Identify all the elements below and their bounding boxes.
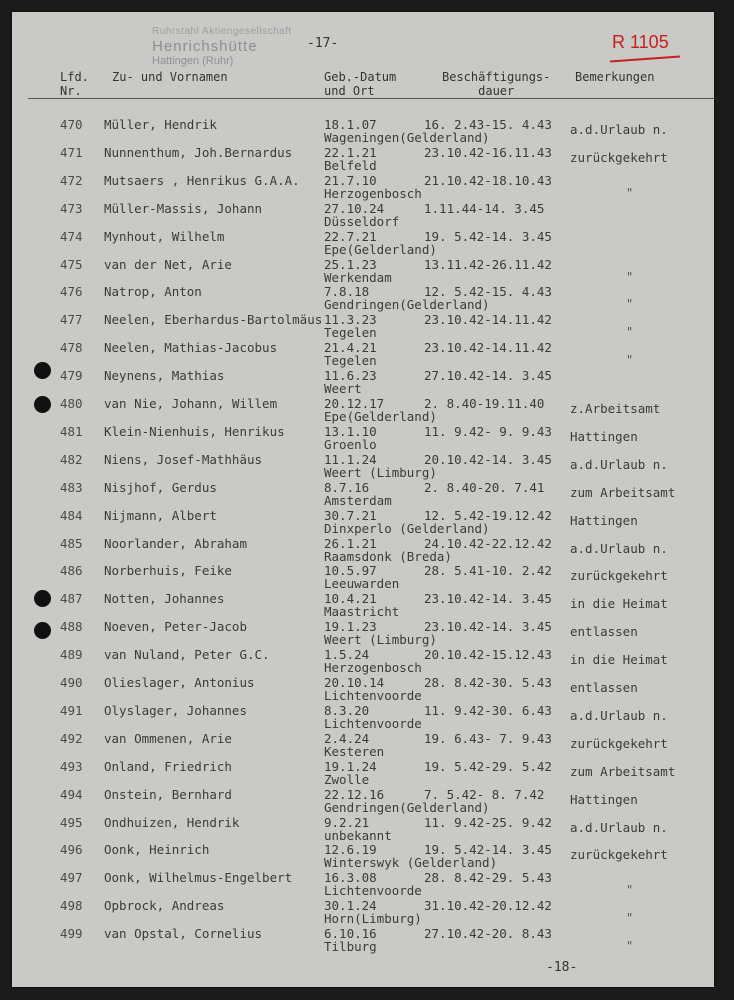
row-number: 483 (60, 480, 83, 495)
row-number: 474 (60, 229, 83, 244)
birth-place: Epe(Gelderland) (324, 409, 437, 424)
birth-date: 10.5.97 (324, 563, 377, 578)
row-number: 492 (60, 731, 83, 746)
employment-period: 24.10.42-22.12.42 (424, 536, 552, 551)
birth-place: Weert (324, 381, 362, 396)
person-name: Ondhuizen, Hendrik (104, 815, 240, 830)
header-employment: Beschäftigungs- dauer (442, 70, 551, 98)
person-name: van Ommenen, Arie (104, 731, 232, 746)
person-name: van Nie, Johann, Willem (104, 396, 278, 411)
birth-date: 9.2.21 (324, 815, 370, 830)
row-number: 486 (60, 563, 83, 578)
birth-place: Gendringen(Gelderland) (324, 800, 490, 815)
remark: a.d.Urlaub n. (570, 708, 668, 723)
person-name: Oonk, Heinrich (104, 842, 210, 857)
person-name: Olyslager, Johannes (104, 703, 247, 718)
remark: zurückgekehrt (570, 568, 668, 583)
person-name: Nijmann, Albert (104, 508, 217, 523)
row-number: 499 (60, 926, 83, 941)
employment-period: 27.10.42-20. 8.43 (424, 926, 552, 941)
person-name: van Opstal, Cornelius (104, 926, 263, 941)
person-name: Onstein, Bernhard (104, 787, 232, 802)
row-number: 478 (60, 340, 83, 355)
birth-place: Tegelen (324, 325, 377, 340)
birth-place: Wageningen(Gelderland) (324, 130, 490, 145)
stamp-line-2: Henrichshütte (152, 38, 258, 55)
punch-hole (34, 590, 51, 607)
birth-place: Lichtenvoorde (324, 688, 422, 703)
employment-period: 2. 8.40-19.11.40 (424, 396, 545, 411)
person-name: Nunnenthum, Joh.Bernardus (104, 145, 293, 160)
remark: zum Arbeitsamt (570, 485, 676, 500)
ditto-mark: " (626, 325, 634, 339)
birth-place: Groenlo (324, 437, 377, 452)
person-name: Oonk, Wilhelmus-Engelbert (104, 870, 293, 885)
birth-date: 11.3.23 (324, 312, 377, 327)
person-name: Neelen, Mathias-Jacobus (104, 340, 278, 355)
birth-place: Zwolle (324, 772, 370, 787)
birth-place: Lichtenvoorde (324, 883, 422, 898)
row-number: 494 (60, 787, 83, 802)
birth-place: Horn(Limburg) (324, 911, 422, 926)
employment-period: 23.10.42-16.11.43 (424, 145, 552, 160)
row-number: 470 (60, 117, 83, 132)
ditto-mark: " (626, 911, 634, 925)
employment-period: 19. 6.43- 7. 9.43 (424, 731, 552, 746)
birth-place: Düsseldorf (324, 214, 400, 229)
birth-date: 19.1.24 (324, 759, 377, 774)
birth-date: 8.7.16 (324, 480, 370, 495)
header-name: Zu- und Vornamen (112, 70, 228, 84)
remark: Hattingen (570, 429, 638, 444)
row-number: 479 (60, 368, 83, 383)
employment-period: 11. 9.42- 9. 9.43 (424, 424, 552, 439)
birth-date: 26.1.21 (324, 536, 377, 551)
remark: in die Heimat (570, 596, 668, 611)
header-birth: Geb.-Datum und Ort (324, 70, 397, 98)
employment-period: 20.10.42-14. 3.45 (424, 452, 552, 467)
person-name: Müller, Hendrik (104, 117, 217, 132)
row-number: 472 (60, 173, 83, 188)
birth-place: Weert (Limburg) (324, 632, 437, 647)
stamp-line-1: Ruhrstahl Aktiengesellschaft (152, 26, 292, 37)
employment-period: 19. 5.42-29. 5.42 (424, 759, 552, 774)
birth-date: 10.4.21 (324, 591, 377, 606)
remark: zurückgekehrt (570, 736, 668, 751)
ditto-mark: " (626, 186, 634, 200)
archive-reference: R 1105 (612, 32, 669, 52)
person-name: Notten, Johannes (104, 591, 225, 606)
employment-period: 11. 9.42-30. 6.43 (424, 703, 552, 718)
person-name: Mynhout, Wilhelm (104, 229, 225, 244)
birth-date: 8.3.20 (324, 703, 370, 718)
row-number: 484 (60, 508, 83, 523)
remark: zum Arbeitsamt (570, 764, 676, 779)
person-name: Klein-Nienhuis, Henrikus (104, 424, 285, 439)
row-number: 493 (60, 759, 83, 774)
employment-period: 19. 5.42-14. 3.45 (424, 842, 552, 857)
person-name: van Nuland, Peter G.C. (104, 647, 270, 662)
person-name: Noorlander, Abraham (104, 536, 247, 551)
birth-place: Tegelen (324, 353, 377, 368)
person-name: Norberhuis, Feike (104, 563, 232, 578)
employment-period: 1.11.44-14. 3.45 (424, 201, 545, 216)
remark: a.d.Urlaub n. (570, 457, 668, 472)
employment-period: 28. 5.41-10. 2.42 (424, 563, 552, 578)
birth-place: Winterswyk (Gelderland) (324, 855, 498, 870)
person-name: Niens, Josef-Mathhäus (104, 452, 263, 467)
row-number: 476 (60, 284, 83, 299)
birth-place: Belfeld (324, 158, 377, 173)
row-number: 497 (60, 870, 83, 885)
remark: entlassen (570, 624, 638, 639)
person-name: Noeven, Peter-Jacob (104, 619, 247, 634)
employment-period: 11. 9.42-25. 9.42 (424, 815, 552, 830)
birth-date: 13.1.10 (324, 424, 377, 439)
birth-date: 20.12.17 (324, 396, 385, 411)
birth-place: Gendringen(Gelderland) (324, 297, 490, 312)
birth-date: 30.1.24 (324, 898, 377, 913)
row-number: 480 (60, 396, 83, 411)
ditto-mark: " (626, 270, 634, 284)
header-remarks: Bemerkungen (575, 70, 655, 84)
person-name: Nisjhof, Gerdus (104, 480, 217, 495)
document-page (12, 12, 714, 987)
birth-date: 20.10.14 (324, 675, 385, 690)
birth-place: Amsterdam (324, 493, 392, 508)
birth-place: Herzogenbosch (324, 660, 422, 675)
remark: a.d.Urlaub n. (570, 541, 668, 556)
birth-date: 11.6.23 (324, 368, 377, 383)
remark: Hattingen (570, 513, 638, 528)
remark: Hattingen (570, 792, 638, 807)
remark: in die Heimat (570, 652, 668, 667)
employment-period: 12. 5.42-19.12.42 (424, 508, 552, 523)
birth-place: Maastricht (324, 604, 400, 619)
person-name: Mutsaers , Henrikus G.A.A. (104, 173, 300, 188)
employment-period: 23.10.42-14.11.42 (424, 312, 552, 327)
person-name: van der Net, Arie (104, 257, 232, 272)
birth-date: 21.4.21 (324, 340, 377, 355)
birth-place: unbekannt (324, 828, 392, 843)
birth-date: 7.8.18 (324, 284, 370, 299)
birth-date: 22.12.16 (324, 787, 385, 802)
row-number: 485 (60, 536, 83, 551)
person-name: Natrop, Anton (104, 284, 202, 299)
row-number: 475 (60, 257, 83, 272)
birth-date: 16.3.08 (324, 870, 377, 885)
birth-date: 27.10.24 (324, 201, 385, 216)
remark: z.Arbeitsamt (570, 401, 661, 416)
person-name: Olieslager, Antonius (104, 675, 255, 690)
birth-date: 12.6.19 (324, 842, 377, 857)
birth-date: 30.7.21 (324, 508, 377, 523)
page-number-bottom: -18- (546, 960, 578, 975)
employment-period: 13.11.42-26.11.42 (424, 257, 552, 272)
company-stamp (152, 26, 322, 67)
birth-date: 18.1.07 (324, 117, 377, 132)
row-number: 496 (60, 842, 83, 857)
employment-period: 23.10.42-14. 3.45 (424, 619, 552, 634)
row-number: 489 (60, 647, 83, 662)
ditto-mark: " (626, 939, 634, 953)
row-number: 477 (60, 312, 83, 327)
birth-place: Tilburg (324, 939, 377, 954)
row-number: 471 (60, 145, 83, 160)
row-number: 491 (60, 703, 83, 718)
employment-period: 23.10.42-14.11.42 (424, 340, 552, 355)
birth-date: 22.7.21 (324, 229, 377, 244)
birth-place: Raamsdonk (Breda) (324, 549, 452, 564)
ditto-mark: " (626, 883, 634, 897)
person-name: Onland, Friedrich (104, 759, 232, 774)
stamp-line-3: Hattingen (Ruhr) (152, 55, 234, 67)
employment-period: 12. 5.42-15. 4.43 (424, 284, 552, 299)
employment-period: 28. 8.42-30. 5.43 (424, 675, 552, 690)
person-name: Opbrock, Andreas (104, 898, 225, 913)
person-name: Müller-Massis, Johann (104, 201, 263, 216)
archive-reference-underline (610, 56, 680, 63)
remark: a.d.Urlaub n. (570, 122, 668, 137)
birth-place: Epe(Gelderland) (324, 242, 437, 257)
employment-period: 19. 5.42-14. 3.45 (424, 229, 552, 244)
row-number: 490 (60, 675, 83, 690)
header-lfd-nr: Lfd. Nr. (60, 70, 89, 98)
person-name: Neynens, Mathias (104, 368, 225, 383)
header-rule (28, 98, 714, 99)
remark: zurückgekehrt (570, 847, 668, 862)
punch-hole (34, 396, 51, 413)
employment-period: 23.10.42-14. 3.45 (424, 591, 552, 606)
punch-hole (34, 362, 51, 379)
birth-date: 21.7.10 (324, 173, 377, 188)
punch-hole (34, 622, 51, 639)
birth-place: Weert (Limburg) (324, 465, 437, 480)
ditto-mark: " (626, 353, 634, 367)
birth-place: Herzogenbosch (324, 186, 422, 201)
page-number-top: -17- (307, 36, 339, 51)
person-name: Neelen, Eberhardus-Bartolmäus (104, 312, 323, 327)
birth-date: 11.1.24 (324, 452, 377, 467)
birth-date: 25.1.23 (324, 257, 377, 272)
employment-period: 31.10.42-20.12.42 (424, 898, 552, 913)
employment-period: 2. 8.40-20. 7.41 (424, 480, 545, 495)
remark: entlassen (570, 680, 638, 695)
employment-period: 20.10.42-15.12.43 (424, 647, 552, 662)
row-number: 473 (60, 201, 83, 216)
birth-place: Leeuwarden (324, 576, 400, 591)
birth-date: 2.4.24 (324, 731, 370, 746)
birth-date: 6.10.16 (324, 926, 377, 941)
birth-place: Lichtenvoorde (324, 716, 422, 731)
row-number: 482 (60, 452, 83, 467)
birth-place: Dinxperlo (Gelderland) (324, 521, 490, 536)
employment-period: 27.10.42-14. 3.45 (424, 368, 552, 383)
row-number: 498 (60, 898, 83, 913)
ditto-mark: " (626, 297, 634, 311)
row-number: 487 (60, 591, 83, 606)
remark: zurückgekehrt (570, 150, 668, 165)
birth-place: Werkendam (324, 270, 392, 285)
birth-place: Kesteren (324, 744, 385, 759)
birth-date: 22.1.21 (324, 145, 377, 160)
birth-date: 1.5.24 (324, 647, 370, 662)
employment-period: 28. 8.42-29. 5.43 (424, 870, 552, 885)
employment-period: 7. 5.42- 8. 7.42 (424, 787, 545, 802)
employment-period: 21.10.42-18.10.43 (424, 173, 552, 188)
row-number: 495 (60, 815, 83, 830)
birth-date: 19.1.23 (324, 619, 377, 634)
row-number: 481 (60, 424, 83, 439)
row-number: 488 (60, 619, 83, 634)
remark: a.d.Urlaub n. (570, 820, 668, 835)
employment-period: 16. 2.43-15. 4.43 (424, 117, 552, 132)
